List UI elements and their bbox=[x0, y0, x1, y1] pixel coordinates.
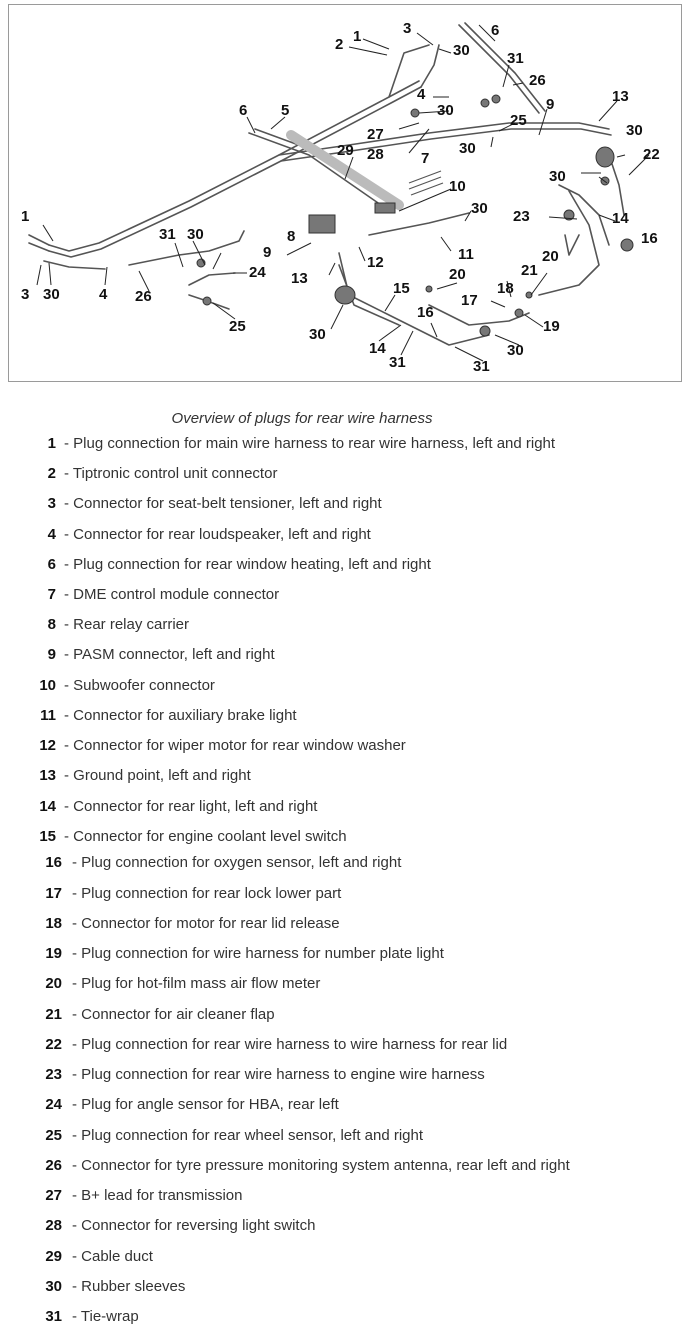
callout-label: 1 bbox=[21, 208, 30, 225]
callout-label: 19 bbox=[543, 318, 560, 335]
rubber-sleeve bbox=[596, 147, 614, 167]
callout-label: 28 bbox=[367, 146, 384, 163]
callout-label: 30 bbox=[43, 286, 60, 303]
callout-label: 30 bbox=[309, 326, 326, 343]
callout-label: 18 bbox=[497, 280, 514, 297]
callout-label: 13 bbox=[612, 88, 629, 105]
callout-label: 25 bbox=[229, 318, 246, 335]
callout-label: 11 bbox=[458, 246, 474, 263]
callout-label: 4 bbox=[417, 86, 426, 103]
callout-label: 3 bbox=[21, 286, 30, 303]
callout-label: 30 bbox=[187, 226, 204, 243]
callout-label: 22 bbox=[643, 146, 660, 163]
callout-label: 21 bbox=[521, 262, 538, 279]
callout-label: 31 bbox=[389, 354, 406, 371]
harness-drawing bbox=[9, 5, 681, 381]
callout-label: 23 bbox=[513, 208, 530, 225]
callout-label: 31 bbox=[473, 358, 490, 375]
callout-label: 5 bbox=[281, 102, 290, 119]
callout-label: 29 bbox=[337, 142, 354, 159]
callout-label: 30 bbox=[471, 200, 488, 217]
right-trunk bbox=[279, 123, 609, 155]
dme-connector bbox=[375, 203, 395, 213]
relay-carrier bbox=[309, 215, 335, 233]
callout-label: 9 bbox=[546, 96, 555, 113]
callout-label: 13 bbox=[291, 270, 308, 287]
callout-label: 30 bbox=[453, 42, 470, 59]
callout-label: 26 bbox=[135, 288, 152, 305]
callout-label: 2 bbox=[335, 36, 344, 53]
callout-label: 30 bbox=[626, 122, 643, 139]
callout-label: 12 bbox=[367, 254, 384, 271]
callout-label: 30 bbox=[549, 168, 566, 185]
rubber-sleeve bbox=[335, 286, 355, 304]
main-trunk bbox=[49, 81, 419, 251]
callout-label: 17 bbox=[461, 292, 478, 309]
callout-label: 26 bbox=[529, 72, 546, 89]
callout-label: 6 bbox=[491, 22, 500, 39]
callout-label: 30 bbox=[507, 342, 524, 359]
callout-label: 1 bbox=[353, 28, 362, 45]
callout-label: 6 bbox=[239, 102, 248, 119]
callout-label: 31 bbox=[159, 226, 176, 243]
callout-label: 14 bbox=[612, 210, 629, 227]
callout-label: 14 bbox=[369, 340, 386, 357]
callout-label: 7 bbox=[421, 150, 430, 167]
callout-label: 4 bbox=[99, 286, 108, 303]
callout-label: 24 bbox=[249, 264, 266, 281]
harness-diagram bbox=[8, 4, 682, 382]
callout-label: 16 bbox=[417, 304, 434, 321]
callout-label: 3 bbox=[403, 20, 412, 37]
callout-label: 20 bbox=[449, 266, 466, 283]
callout-label: 20 bbox=[542, 248, 559, 265]
callout-label: 30 bbox=[459, 140, 476, 157]
callout-label: 16 bbox=[641, 230, 658, 247]
callout-label: 30 bbox=[437, 102, 454, 119]
callout-label: 10 bbox=[449, 178, 466, 195]
callout-label: 8 bbox=[287, 228, 296, 245]
callout-label: 9 bbox=[263, 244, 272, 261]
figure-caption: Overview of plugs for rear wire harness bbox=[171, 410, 433, 427]
callout-label: 31 bbox=[507, 50, 524, 67]
callout-label: 27 bbox=[367, 126, 384, 143]
callout-label: 15 bbox=[393, 280, 410, 297]
callout-label: 25 bbox=[510, 112, 527, 129]
main-trunk-lower bbox=[49, 87, 421, 257]
